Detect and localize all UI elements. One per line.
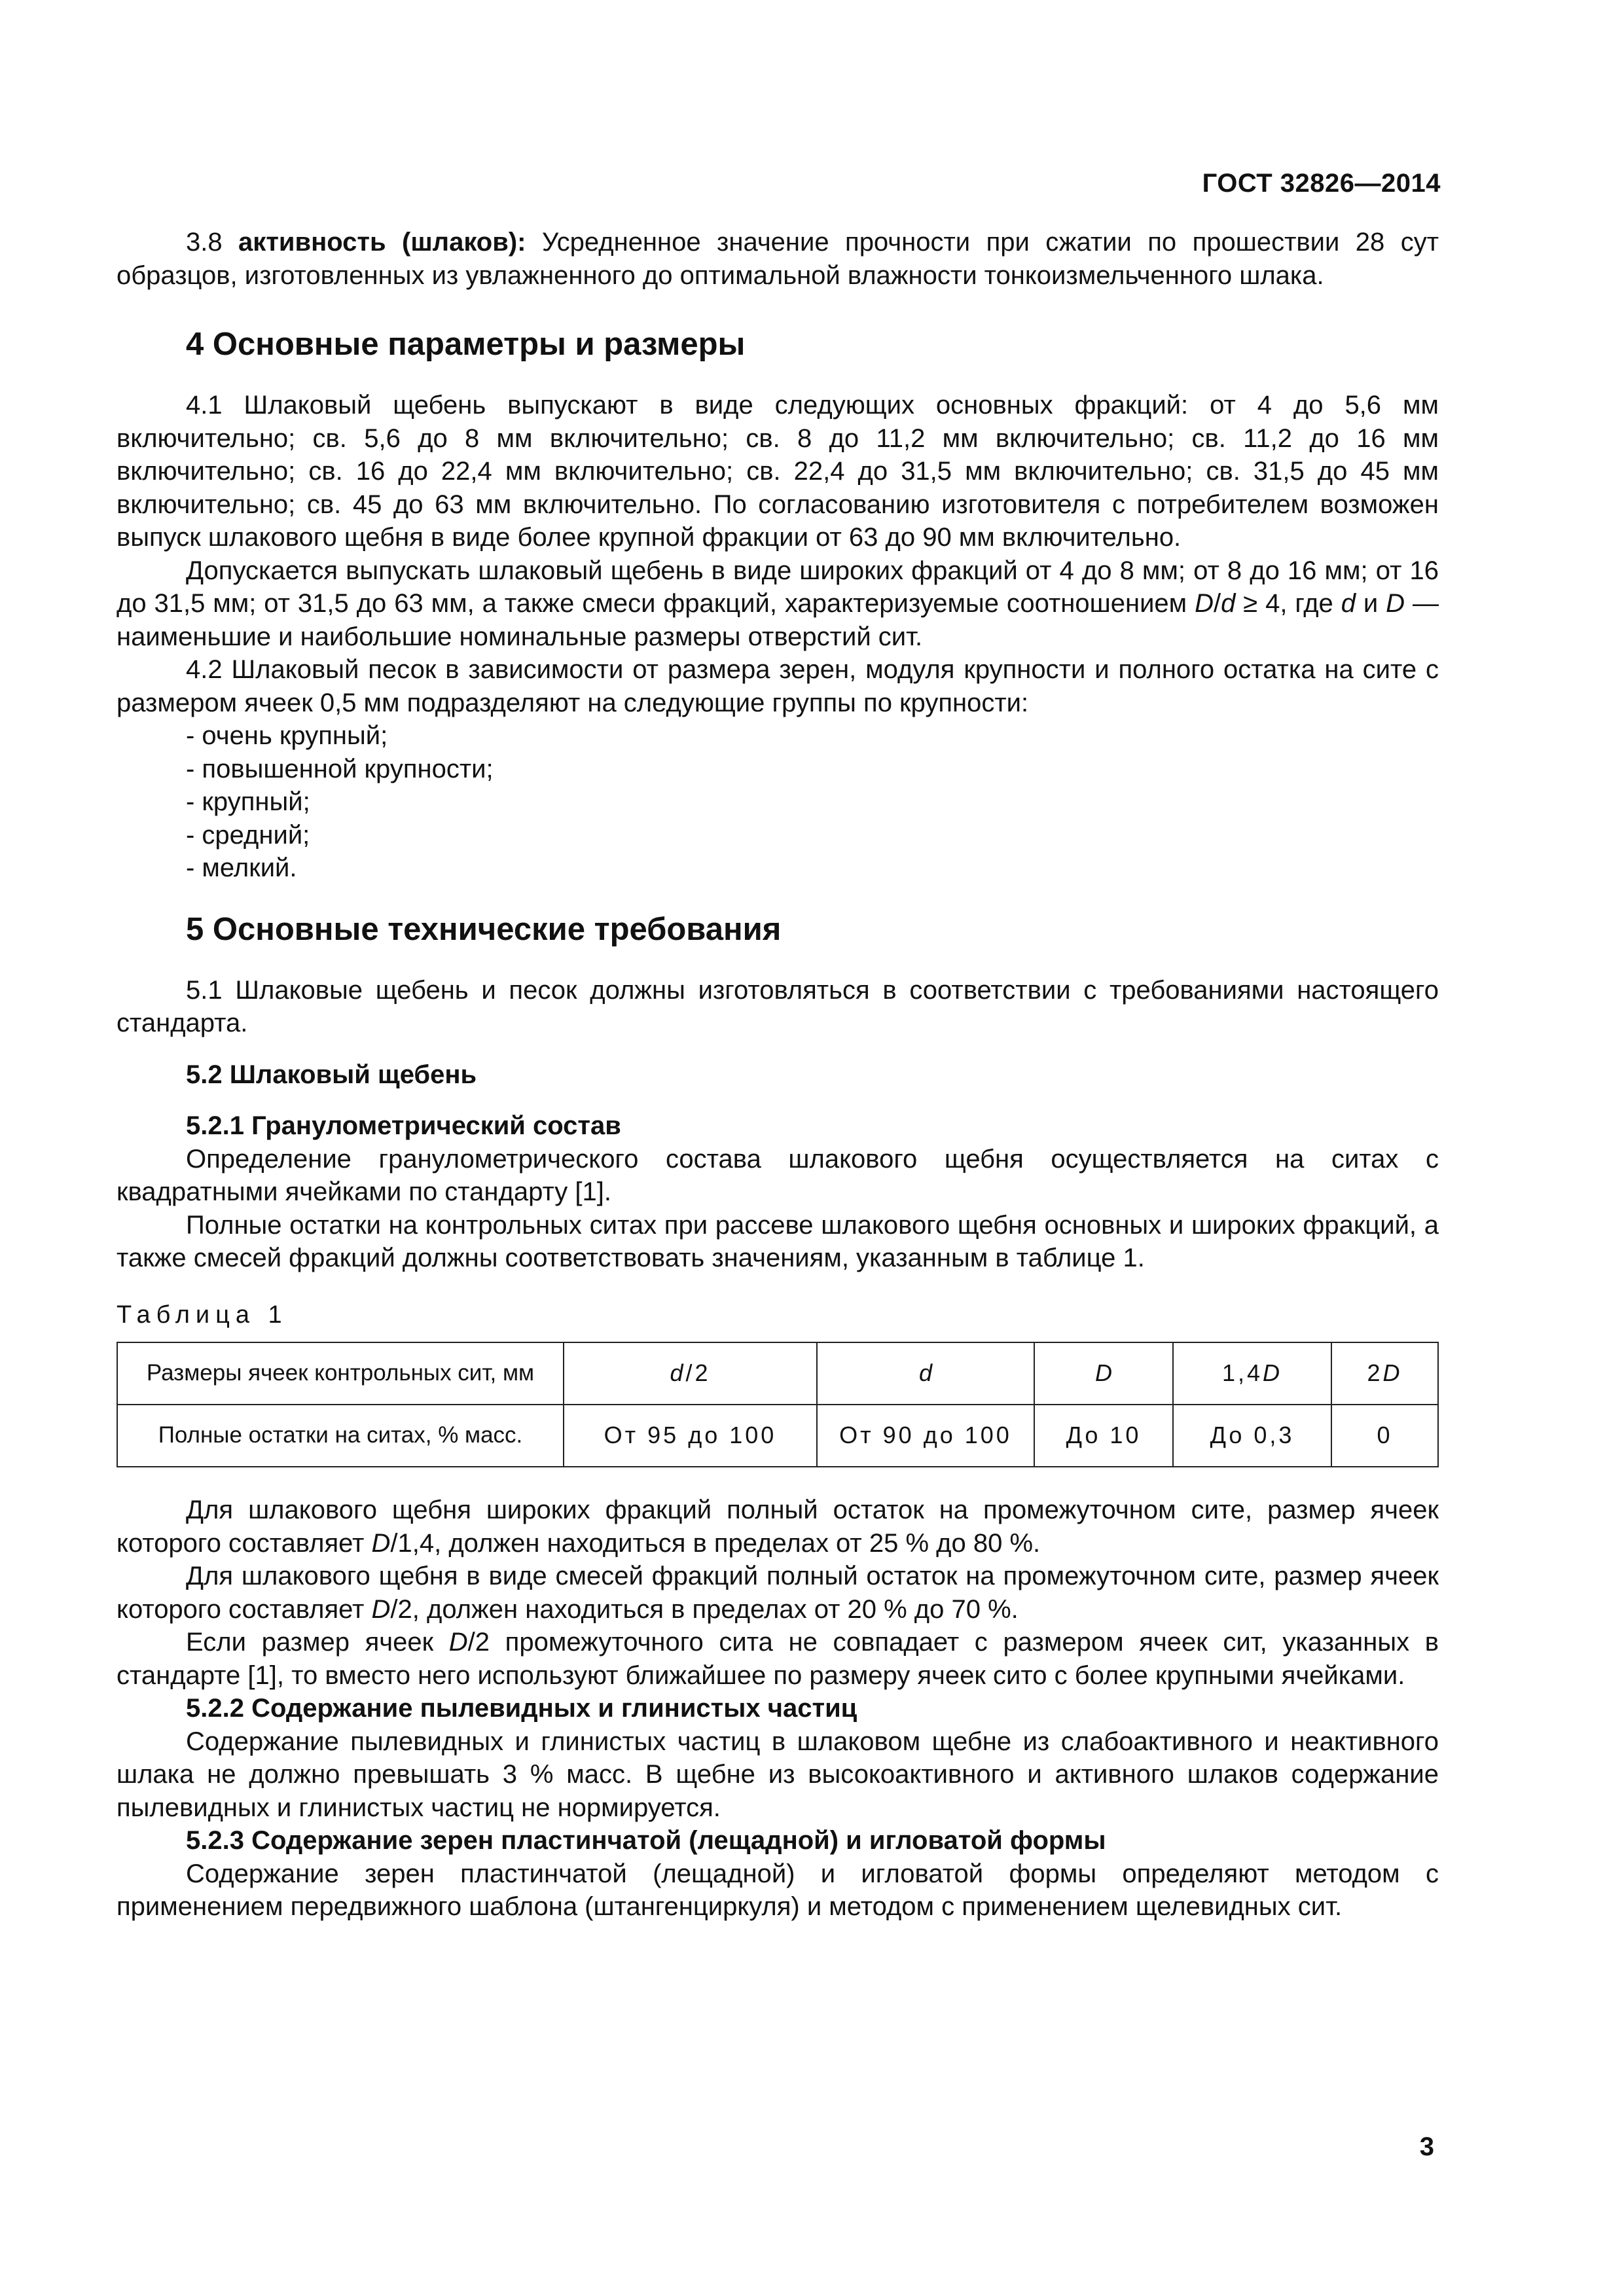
table-row [117, 1405, 1438, 1467]
table-cell: 0 [1331, 1405, 1438, 1467]
table-cell: До 10 [1034, 1405, 1173, 1467]
sieve-residue-table [117, 1342, 1439, 1467]
section-5-title: 5 Основные технические требования [186, 911, 782, 947]
table-cell: d/2 [564, 1342, 817, 1405]
list-item: - крупный; [186, 787, 310, 816]
list-item: - повышенной крупности; [186, 754, 494, 783]
sand-groups-list [117, 719, 1439, 885]
table-cell: Размеры ячеек контрольных сит, мм [117, 1342, 564, 1405]
clause-5-2-1-text-a: Определение гранулометрического состава шлакового щебня осуществляется на ситах с квадратными ячейками по стандарту [1]. [117, 1144, 1439, 1206]
list-item: - очень крупный; [186, 721, 388, 750]
clause-5-2-2-heading: 5.2.2 Содержание пылевидных и глинистых частиц [186, 1694, 857, 1723]
table-cell: От 90 до 100 [817, 1405, 1034, 1467]
section-4-title: 4 Основные параметры и размеры [186, 327, 746, 362]
table-cell: d [817, 1342, 1034, 1405]
table-caption: Таблица 1 [117, 1300, 288, 1329]
clause-4-2: 4.2 Шлаковый песок в зависимости от размера зерен, модуля крупности и полного остатка на сите с размером ячеек 0,5 мм подразделяют на следующие группы по крупности: [117, 655, 1439, 717]
document-body [117, 226, 1439, 1924]
clause-5-2-heading: 5.2 Шлаковый щебень [186, 1060, 477, 1089]
clause-5-1: 5.1 Шлаковые щебень и песок должны изготовляться в соответствии с требованиями настоящего стандарта. [117, 975, 1439, 1037]
clause-5-2-3-text: Содержание зерен пластинчатой (лещадной) и игловатой формы определяют методом с применением передвижного шаблона (штангенциркуля) и методом с применением щелевидных сит. [117, 1859, 1439, 1921]
page-number: 3 [1419, 2132, 1434, 2161]
list-item: - мелкий. [186, 853, 297, 882]
clause-5-2-1-wide: Для шлакового щебня широких фракций полный остаток на промежуточном сите, размер ячеек которого составляет D/1,4, должен находиться в пределах от 25 % до 80 %. [117, 1496, 1439, 1558]
clause-5-2-1-sieve: Если размер ячеек D/2 промежуточного сита не совпадает с размером ячеек сит, указанных в стандарте [1], то вместо него используют ближайшее по размеру ячеек сито с более крупными ячейками. [117, 1628, 1439, 1690]
clause-5-2-2-text: Содержание пылевидных и глинистых частиц в шлаковом щебне из слабоактивного и неактивного шлака не должно превышать 3 % масс. В щебне из высокоактивного и активного шлаков содержание пылевидных и глинистых частиц не нормируется. [117, 1727, 1439, 1822]
table-cell: Полные остатки на ситах, % масс. [117, 1405, 564, 1467]
clause-5-2-1-text-b: Полные остатки на контрольных ситах при рассеве шлакового щебня основных и широких фракций, а также смесей фракций должны соответствовать значениям, указанным в таблице 1. [117, 1210, 1439, 1272]
clause-4-1-wide-fractions: Допускается выпускать шлаковый щебень в виде широких фракций от 4 до 8 мм; от 8 до 16 мм; от 16 до 31,5 мм; от 31,5 до 63 мм, а также смеси фракций, характеризуемые соотношением D/d ≥ 4, где d и D — наименьшие и наибольшие номинальные размеры отверстий сит. [117, 556, 1439, 651]
clause-number: 3.8 [186, 228, 239, 257]
term: активность (шлаков): [238, 228, 526, 257]
table-cell: От 95 до 100 [564, 1405, 817, 1467]
clause-3-8 [117, 226, 1439, 292]
definition: Усредненное значение прочности при сжатии по прошествии 28 сут образцов, изготовленных из увлажненного до оптимальной влажности тонкоизмельченного шлака. [117, 228, 1439, 290]
document-header: ГОСТ 32826—2014 [1202, 169, 1441, 198]
clause-5-2-3-heading: 5.2.3 Содержание зерен пластинчатой (лещадной) и игловатой формы [186, 1826, 1106, 1855]
table-cell: 2D [1331, 1342, 1438, 1405]
clause-5-2-1-mix: Для шлакового щебня в виде смесей фракций полный остаток на промежуточном сите, размер ячеек которого составляет D/2, должен находиться в пределах от 20 % до 70 %. [117, 1562, 1439, 1624]
table-cell: До 0,3 [1173, 1405, 1331, 1467]
clause-4-1: 4.1 Шлаковый щебень выпускают в виде следующих основных фракций: от 4 до 5,6 мм включительно; св. 5,6 до 8 мм включительно; св. 8 до 11,2 мм включительно; св. 11,2 до 16 мм включительно; св. 16 до 22,4 мм включительно; св. 22,4 до 31,5 мм включительно; св. 31,5 до 45 мм включительно; св. 45 до 63 мм включительно. По согласованию изготовителя с потребителем возможен выпуск шлакового щебня в виде более крупной фракции от 63 до 90 мм включительно. [117, 391, 1439, 552]
clause-5-2-1-heading: 5.2.1 Гранулометрический состав [186, 1111, 621, 1140]
table-cell: 1,4D [1173, 1342, 1331, 1405]
table-cell: D [1034, 1342, 1173, 1405]
table-row [117, 1342, 1438, 1405]
list-item: - средний; [186, 820, 310, 850]
